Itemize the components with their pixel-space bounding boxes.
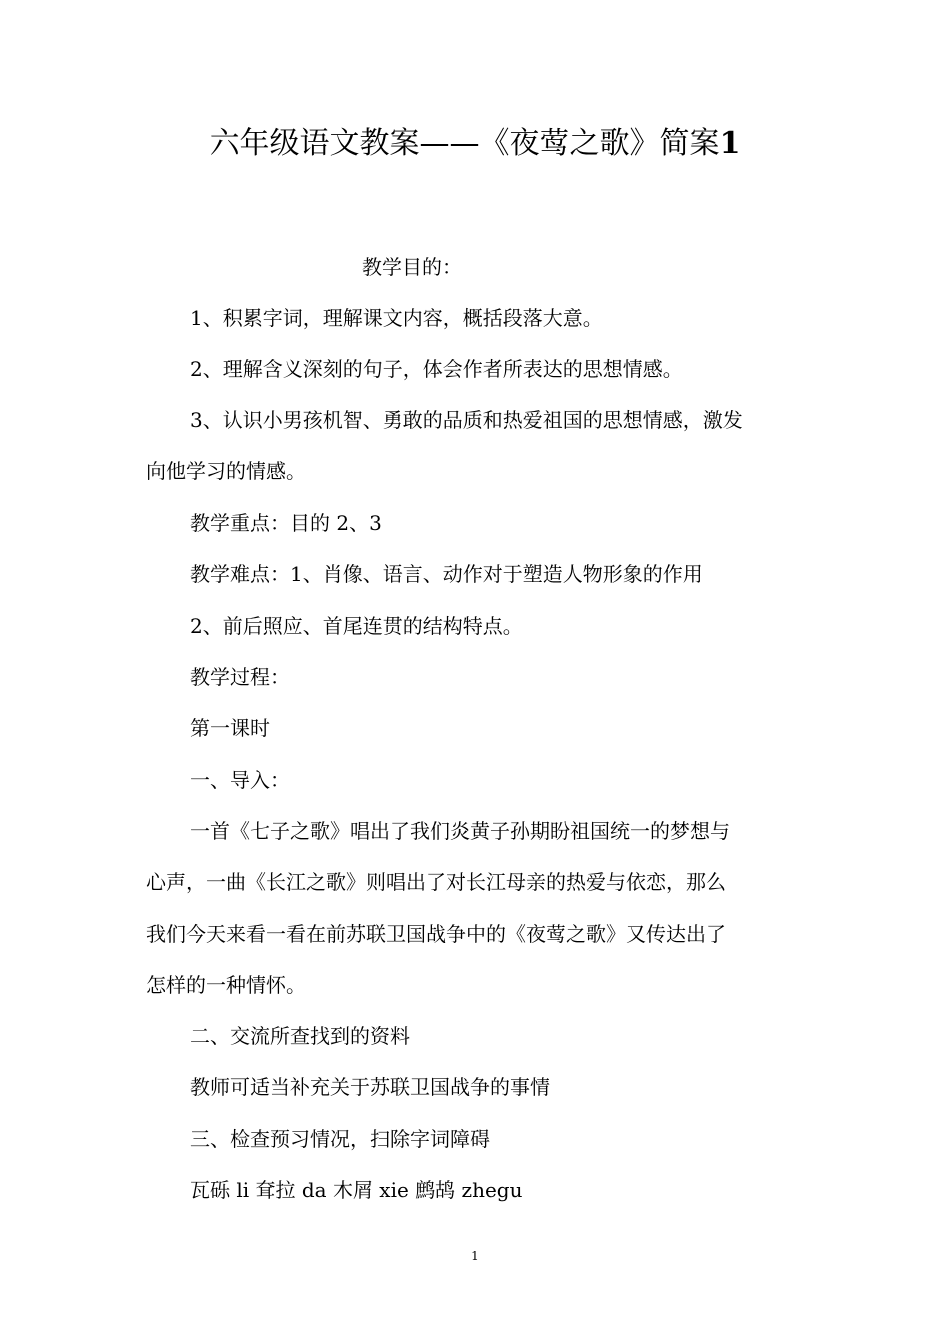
teaching-process-heading: 教学过程： [190, 665, 290, 689]
objective-1: 1、积累字词，理解课文内容，概括段落大意。 [190, 306, 603, 330]
teaching-difficulties-2: 2、前后照应、首尾连贯的结构特点。 [190, 614, 523, 638]
materials-note: 教师可适当补充关于苏联卫国战争的事情 [190, 1075, 550, 1099]
intro-paragraph-line-1: 一首《七子之歌》唱出了我们炎黄子孙期盼祖国统一的梦想与 [190, 819, 730, 843]
intro-paragraph-line-4: 怎样的一种情怀。 [146, 973, 306, 997]
section-intro-heading: 一、导入： [190, 768, 290, 792]
intro-paragraph-line-2: 心声，一曲《长江之歌》则唱出了对长江母亲的热爱与依恋，那么 [146, 870, 726, 894]
objectives-heading: 教学目的： [362, 255, 462, 279]
title-text: 六年级语文教案——《夜莺之歌》简案 [209, 126, 720, 161]
teaching-key-points: 教学重点：目的 2、3 [190, 511, 382, 535]
section-materials-heading: 二、交流所查找到的资料 [190, 1024, 410, 1048]
objective-3: 3、认识小男孩机智、勇敢的品质和热爱祖国的思想情感，激发 [190, 408, 743, 432]
objective-2: 2、理解含义深刻的句子，体会作者所表达的思想情感。 [190, 357, 683, 381]
teaching-difficulties: 教学难点：1、肖像、语言、动作对于塑造人物形象的作用 [190, 562, 703, 586]
section-preview-check-heading: 三、检查预习情况，扫除字词障碍 [190, 1127, 490, 1151]
first-lesson-heading: 第一课时 [190, 716, 270, 740]
objective-3-continued: 向他学习的情感。 [146, 459, 306, 483]
intro-paragraph-line-3: 我们今天来看一看在前苏联卫国战争中的《夜莺之歌》又传达出了 [146, 922, 726, 946]
document-title [0, 120, 950, 168]
vocabulary-line: 瓦砾 li 耷拉 da 木屑 xie 鹧鸪 zhegu [190, 1178, 523, 1202]
title-number: 1 [719, 126, 741, 161]
page-number: 1 [471, 1249, 479, 1263]
